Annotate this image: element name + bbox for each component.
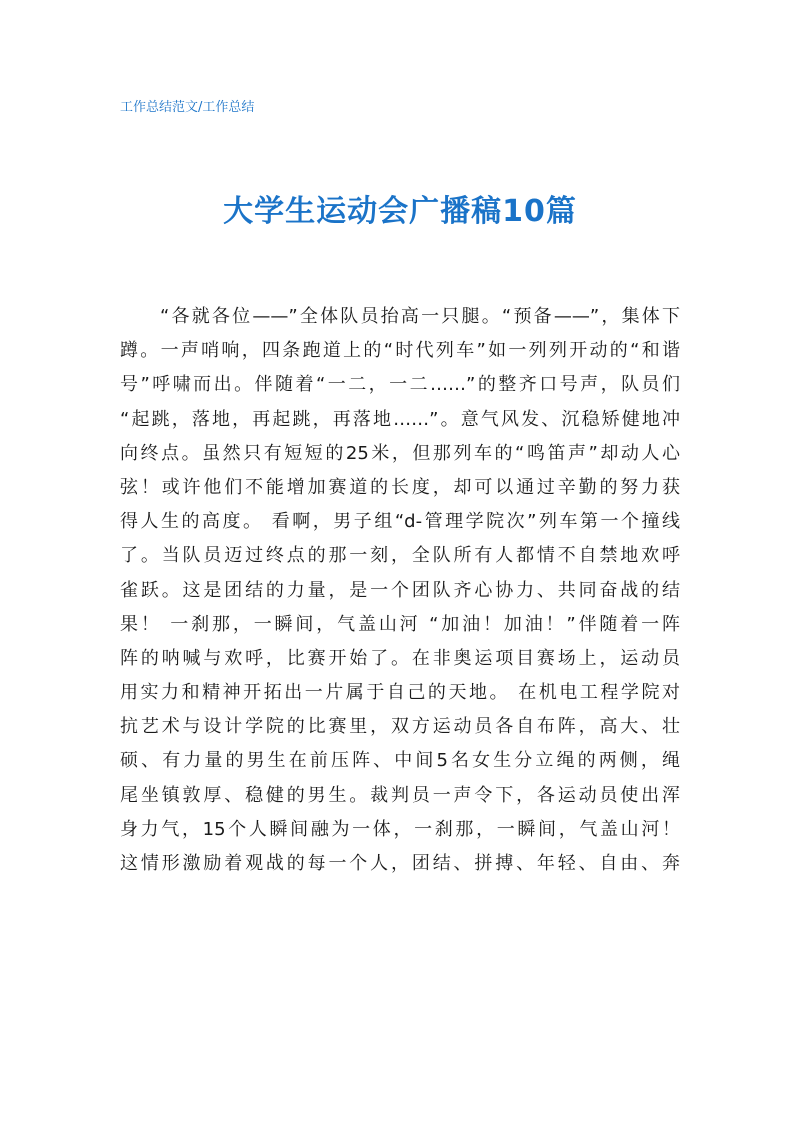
breadcrumb[interactable]: 工作总结范文/工作总结 [120,100,255,115]
body-line: 蹲。一声哨响，四条跑道上的“时代列车”如一列列开动的“和谐 [120,340,680,362]
body-line: 身力气，15个人瞬间融为一体，一刹那，一瞬间，气盖山河！ [120,818,680,840]
body-line: 用实力和精神开拓出一片属于自己的天地。 在机电工程学院对 [120,682,680,704]
body-line: 硕、有力量的男生在前压阵、中间5名女生分立绳的两侧，绳 [120,750,680,772]
body-line: 阵的呐喊与欢呼，比赛开始了。在非奥运项目赛场上，运动员 [120,647,680,669]
body-line: 尾坐镇敦厚、稳健的男生。裁判员一声令下，各运动员使出浑 [120,784,680,806]
body-line: 弦！或许他们不能增加赛道的长度，却可以通过辛勤的努力获 [120,476,680,498]
body-line: 号”呼啸而出。伴随着“一二，一二……”的整齐口号声，队员们 [120,374,680,396]
body-line: “起跳，落地，再起跳，再落地……”。意气风发、沉稳矫健地冲 [120,408,680,430]
page-title: 大学生运动会广播稿10篇 [223,194,577,229]
article-body [120,300,680,881]
body-line: 这情形激励着观战的每一个人，团结、拼搏、年轻、自由、奔 [120,853,680,874]
body-line: 抗艺术与设计学院的比赛里，双方运动员各自布阵，高大、壮 [120,716,680,738]
body-line: 雀跃。这是团结的力量，是一个团队齐心协力、共同奋战的结 [120,579,680,601]
body-line: 果！ 一刹那，一瞬间，气盖山河 “加油！加油！”伴随着一阵 [120,613,680,635]
body-line: 得人生的高度。 看啊，男子组“d-管理学院次”列车第一个撞线 [120,511,680,533]
body-line: 了。当队员迈过终点的那一刻，全队所有人都情不自禁地欢呼 [120,545,680,567]
body-line: 向终点。虽然只有短短的25米，但那列车的“鸣笛声”却动人心 [120,442,680,464]
body-line: “各就各位——”全体队员抬高一只腿。“预备——”，集体下 [160,306,680,327]
